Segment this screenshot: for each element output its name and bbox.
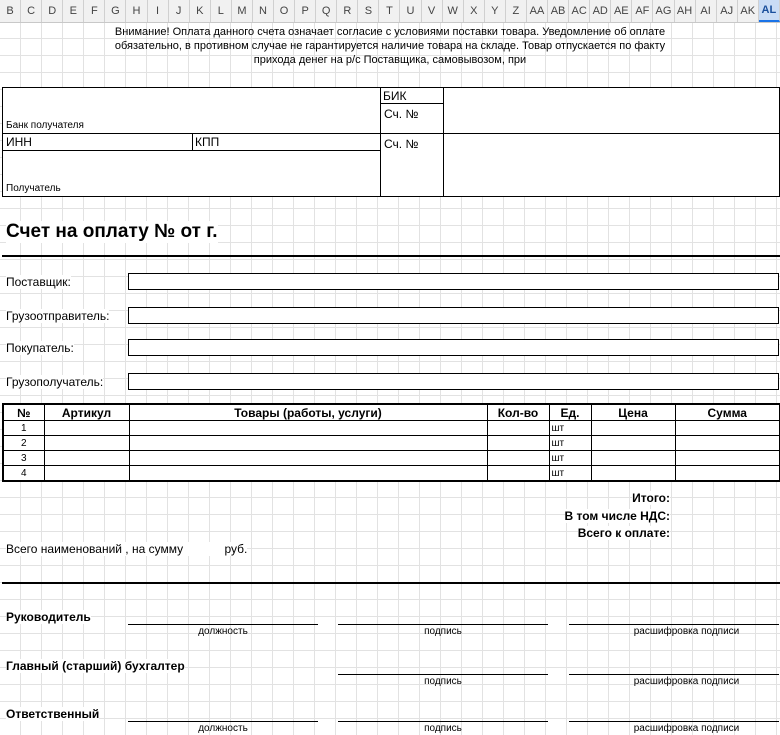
notice-line-2: обязательно, в противном случае не гарантируется наличие товара на складе. Товар отпускается по факту (114, 40, 666, 52)
column-header-u[interactable]: U (400, 0, 421, 22)
row-article[interactable] (44, 436, 129, 451)
consignee-label: Грузополучатель: (6, 375, 104, 389)
buyer-label: Покупатель: (6, 341, 74, 355)
column-header-bar (0, 0, 780, 23)
director-decoding-caption: расшифровка подписи (633, 626, 740, 637)
column-header-ab[interactable]: AB (548, 0, 569, 22)
responsible-label: Ответственный (6, 707, 100, 721)
shipper-field[interactable] (128, 307, 779, 324)
responsible-position-caption: должность (198, 723, 248, 734)
director-signature-line[interactable] (338, 624, 548, 625)
signature-divider (2, 582, 780, 584)
row-unit[interactable]: шт (549, 436, 591, 451)
payment-notice (0, 25, 780, 69)
column-header-t[interactable]: T (379, 0, 400, 22)
column-header-s[interactable]: S (358, 0, 379, 22)
bank-details-block (2, 87, 780, 197)
buyer-field[interactable] (128, 339, 779, 356)
recipient-label: Получатель (6, 183, 61, 194)
row-qty[interactable] (487, 466, 549, 482)
director-position-line[interactable] (128, 624, 318, 625)
column-header-c[interactable]: C (21, 0, 42, 22)
kpp-label: КПП (195, 135, 220, 149)
column-header-aa[interactable]: AA (527, 0, 548, 22)
summary-currency: руб. (224, 542, 248, 556)
notice-line-1: Внимание! Оплата данного счета означает согласие с условиями поставки товара. Уведомление об оплате (114, 26, 666, 38)
summary-text: Всего наименований , на сумму (6, 542, 184, 556)
column-header-h[interactable]: H (126, 0, 147, 22)
row-num[interactable]: 4 (3, 466, 44, 482)
column-header-aj[interactable]: AJ (717, 0, 738, 22)
spreadsheet-grid[interactable] (0, 23, 780, 735)
row-goods[interactable] (129, 436, 487, 451)
row-article[interactable] (44, 451, 129, 466)
director-signature-caption: подпись (424, 626, 462, 637)
table-row (3, 436, 780, 451)
row-qty[interactable] (487, 421, 549, 436)
items-table (2, 403, 780, 482)
column-header-w[interactable]: W (443, 0, 464, 22)
table-header-row (3, 404, 780, 421)
bank-recipient-label: Банк получателя (6, 120, 84, 131)
column-header-ak[interactable]: AK (738, 0, 759, 22)
responsible-decoding-line[interactable] (569, 721, 779, 722)
column-header-m[interactable]: M (232, 0, 253, 22)
inn-label: ИНН (6, 135, 32, 149)
row-goods[interactable] (129, 451, 487, 466)
row-goods[interactable] (129, 421, 487, 436)
header-amount: Сумма (675, 404, 780, 421)
column-header-x[interactable]: X (464, 0, 485, 22)
title-divider (2, 255, 780, 257)
header-unit: Ед. (549, 404, 591, 421)
row-num[interactable]: 1 (3, 421, 44, 436)
row-price[interactable] (591, 421, 675, 436)
column-header-b[interactable]: B (0, 0, 21, 22)
row-unit[interactable]: шт (549, 451, 591, 466)
row-unit[interactable]: шт (549, 466, 591, 482)
row-qty[interactable] (487, 451, 549, 466)
column-header-y[interactable]: Y (485, 0, 506, 22)
header-article: Артикул (44, 404, 129, 421)
row-price[interactable] (591, 466, 675, 482)
total-due-label: Всего к оплате: (577, 526, 670, 540)
accountant-label: Главный (старший) бухгалтер (6, 659, 185, 673)
row-amount[interactable] (675, 436, 780, 451)
column-header-ah[interactable]: AH (675, 0, 696, 22)
account-label-2: Сч. № (384, 137, 419, 151)
row-unit[interactable]: шт (549, 421, 591, 436)
bik-label: БИК (383, 89, 407, 103)
column-header-q[interactable]: Q (316, 0, 337, 22)
row-price[interactable] (591, 436, 675, 451)
row-article[interactable] (44, 466, 129, 482)
responsible-signature-line[interactable] (338, 721, 548, 722)
header-qty: Кол-во (487, 404, 549, 421)
column-header-al[interactable]: AL (759, 0, 780, 22)
supplier-field[interactable] (128, 273, 779, 290)
responsible-position-line[interactable] (128, 721, 318, 722)
row-num[interactable]: 3 (3, 451, 44, 466)
invoice-title: Счет на оплату № от г. (6, 221, 218, 242)
table-row (3, 421, 780, 436)
column-header-j[interactable]: J (169, 0, 190, 22)
column-header-af[interactable]: AF (632, 0, 653, 22)
column-header-i[interactable]: I (148, 0, 169, 22)
row-price[interactable] (591, 451, 675, 466)
row-amount[interactable] (675, 451, 780, 466)
column-header-ae[interactable]: AE (611, 0, 632, 22)
notice-line-3: прихода денег на р/с Поставщика, самовывозом, при (253, 54, 527, 66)
column-header-f[interactable]: F (84, 0, 105, 22)
accountant-signature-line[interactable] (338, 674, 548, 675)
column-header-k[interactable]: K (190, 0, 211, 22)
column-header-g[interactable]: G (105, 0, 126, 22)
consignee-field[interactable] (128, 373, 779, 390)
row-qty[interactable] (487, 436, 549, 451)
column-header-d[interactable]: D (42, 0, 63, 22)
director-decoding-line[interactable] (569, 624, 779, 625)
table-row (3, 451, 780, 466)
header-price: Цена (591, 404, 675, 421)
account-label-1: Сч. № (384, 107, 419, 121)
column-header-o[interactable]: O (274, 0, 295, 22)
header-num: № (3, 404, 44, 421)
header-goods: Товары (работы, услуги) (129, 404, 487, 421)
accountant-decoding-line[interactable] (569, 674, 779, 675)
responsible-decoding-caption: расшифровка подписи (633, 723, 740, 734)
summary-line (6, 542, 247, 556)
table-row (3, 466, 780, 482)
column-header-ac[interactable]: AC (569, 0, 590, 22)
column-header-ai[interactable]: AI (696, 0, 717, 22)
total-label: Итого: (632, 491, 670, 505)
supplier-label: Поставщик: (6, 275, 71, 289)
row-goods[interactable] (129, 466, 487, 482)
column-header-v[interactable]: V (422, 0, 443, 22)
accountant-signature-caption: подпись (424, 676, 462, 687)
row-amount[interactable] (675, 466, 780, 482)
column-header-p[interactable]: P (295, 0, 316, 22)
column-header-z[interactable]: Z (506, 0, 527, 22)
column-header-l[interactable]: L (211, 0, 232, 22)
row-article[interactable] (44, 421, 129, 436)
responsible-signature-caption: подпись (424, 723, 462, 734)
accountant-decoding-caption: расшифровка подписи (633, 676, 740, 687)
column-header-ad[interactable]: AD (590, 0, 611, 22)
column-header-r[interactable]: R (337, 0, 358, 22)
column-header-n[interactable]: N (253, 0, 274, 22)
vat-label: В том числе НДС: (564, 509, 670, 523)
column-header-ag[interactable]: AG (653, 0, 674, 22)
director-position-caption: должность (198, 626, 248, 637)
row-num[interactable]: 2 (3, 436, 44, 451)
director-label: Руководитель (6, 610, 91, 624)
shipper-label: Грузоотправитель: (6, 309, 110, 323)
row-amount[interactable] (675, 421, 780, 436)
column-header-e[interactable]: E (63, 0, 84, 22)
